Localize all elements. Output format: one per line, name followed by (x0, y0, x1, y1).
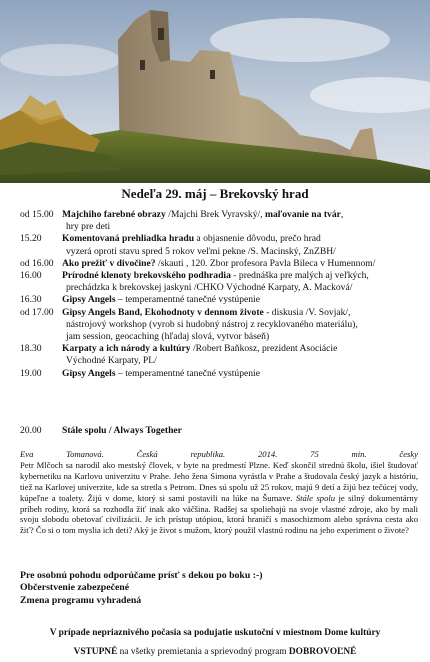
film-meta-word: Tomanová. (66, 449, 104, 459)
schedule-text: - diskusia /V. Sovjak/, (263, 306, 351, 318)
film-meta-word: min. (351, 449, 367, 459)
event-title: Nedeľa 29. máj – Brekovský hrad (121, 186, 309, 201)
schedule-subline: vyzerá oproti stavu spred 5 rokov veľmi pekne /S. Macinský, ZnZBH/ (66, 245, 336, 257)
schedule-text: , (340, 209, 344, 220)
admission-voluntary: DOBROVOĽNÉ (288, 647, 357, 657)
film-meta-word: Eva (20, 449, 34, 459)
schedule-highlight: Prírodné klenoty brekovského podhradia (62, 270, 231, 282)
schedule-row (20, 343, 424, 367)
schedule-highlight: Gipsy Angels Band, Ekohodnoty v dennom živote (62, 306, 264, 318)
schedule-row (20, 258, 424, 270)
schedule-text: a objasnenie dôvodu, prečo hrad (194, 233, 321, 245)
schedule-highlight: Majchiho farebné obrazy (62, 209, 166, 220)
admission-text: na všetky premietania a sprievodný program (117, 647, 289, 657)
schedule-subline: prechádzka k brekovskej jaskyni /CHKO Východné Karpaty, A. Macková/ (66, 282, 353, 294)
schedule-row (20, 270, 424, 294)
schedule-row (20, 209, 424, 233)
schedule-row (20, 233, 424, 257)
schedule-time: 18.30 (20, 343, 42, 355)
film-meta-word: 2014. (258, 449, 278, 459)
weather-notice: V prípade nepriaznivého počasia sa podujatie uskutoční v miestnom Dome kultúry (49, 628, 381, 638)
schedule-time: 16.00 (20, 270, 42, 282)
schedule-highlight: Ako prežiť v divočine? (62, 257, 156, 269)
schedule-row (20, 294, 424, 306)
film-meta-word: Česká (136, 449, 158, 459)
schedule-row (20, 307, 424, 344)
schedule-description (62, 343, 424, 367)
schedule-time: od 15.00 (20, 209, 54, 220)
film-description-text: Petr Mlčoch sa narodil ako mestský človek, v byte na predmestí Plzne. Keď skončil strednú školu, išiel študovať kybernetiku na Karlovu univerzitu v Prahe. Jeho žena Simona vyrástla v Prahe a študovala český jazyk a históriu, tiež na Karlovej univerzite, kde sa stretla s Petrom. Dnes sú spolu už 25 rokov, majú 9 detí a žijú bez tečúcej vody, kúpeľne a toalety. Žijú v dome, ktorý si sami postavili na lúke na Šumave. (20, 459, 418, 503)
note-refreshments: Občerstvenie zabezpečené (20, 582, 130, 594)
castle-photo (0, 0, 430, 183)
schedule-highlight: Gipsy Angels (62, 294, 116, 306)
schedule-description (62, 368, 424, 380)
schedule-text: /skauti , 120. Zbor profesora Pavla Bileca v Humennom/ (155, 257, 376, 269)
film-meta (20, 449, 418, 460)
schedule-highlight: Karpaty a ich národy a kultúry (62, 343, 191, 355)
schedule-highlight: Komentovaná prehliadka hradu (62, 233, 195, 245)
screening-time: 20.00 (20, 425, 42, 436)
note-blanket: Pre osobnú pohodu odporúčame prísť s dekou po boku :-) (20, 570, 263, 581)
program-schedule (20, 209, 424, 380)
schedule-description (62, 233, 424, 257)
schedule-text: – temperamentné tanečné vystúpenie (115, 294, 260, 306)
schedule-subline: Východné Karpaty, PL/ (66, 355, 157, 367)
schedule-subline: jam session, geocaching (hľadaj slová, vytvor báseň) (66, 331, 270, 343)
schedule-time: 16.30 (20, 294, 42, 306)
note-program-change: Zmena programu vyhradená (20, 594, 142, 606)
film-description-tail: je silný dokumentárny príbeh rodiny, ktorá sa rozhodla žiť inak ako väčšina. Radšej sa spoliehajú na svoje vlastné zdroje, ako by mali svoju slobodu obetovať civilizácii. Je ich prístup utópiou, ktorá hraničí s masochizmom alebo správna cesta ako žiť? Čo si o tom myslia ich deti? Aký je život s mužom, ktorý použil vlastnú rodinu na jeho experiment o živote? (20, 492, 418, 536)
admission-notice (0, 647, 430, 657)
schedule-time: 15.20 (20, 233, 42, 245)
schedule-text: – temperamentné tanečné vystúpenie (115, 367, 260, 379)
schedule-description (62, 258, 424, 270)
schedule-row (20, 368, 424, 380)
schedule-highlight: maľovanie na tvár (264, 209, 341, 220)
schedule-description (62, 307, 424, 344)
film-meta-word: česky (399, 449, 418, 459)
schedule-time: 19.00 (20, 367, 42, 379)
admission-label: VSTUPNÉ (73, 647, 118, 657)
schedule-text: - prednáška pre malých aj veľkých, (230, 270, 369, 282)
film-screening-row (20, 425, 182, 436)
film-meta-word: 75 (310, 449, 319, 459)
schedule-time: od 17.00 (20, 306, 54, 318)
film-description (20, 449, 418, 536)
visitor-notes (20, 570, 263, 607)
schedule-subline: hry pre deti (66, 221, 111, 233)
schedule-description (62, 294, 424, 306)
schedule-highlight: Gipsy Angels (62, 367, 116, 379)
film-name-emphasis: Stále spolu (295, 492, 336, 503)
schedule-time: od 16.00 (20, 257, 54, 269)
schedule-description (62, 270, 424, 294)
schedule-text: /Majchi Brek Vyravský/, (165, 209, 265, 220)
film-meta-word: republika. (190, 449, 226, 459)
schedule-subline: nástrojový workshop (vyrob si hudobný nástroj z recyklovaného materiálu), (66, 318, 358, 330)
film-title: Stále spolu / Always Together (62, 425, 182, 436)
castle-ruin-image (0, 0, 430, 183)
schedule-text: /Robert Baňkosz, prezident Asociácie (190, 343, 338, 355)
schedule-description (62, 209, 424, 233)
